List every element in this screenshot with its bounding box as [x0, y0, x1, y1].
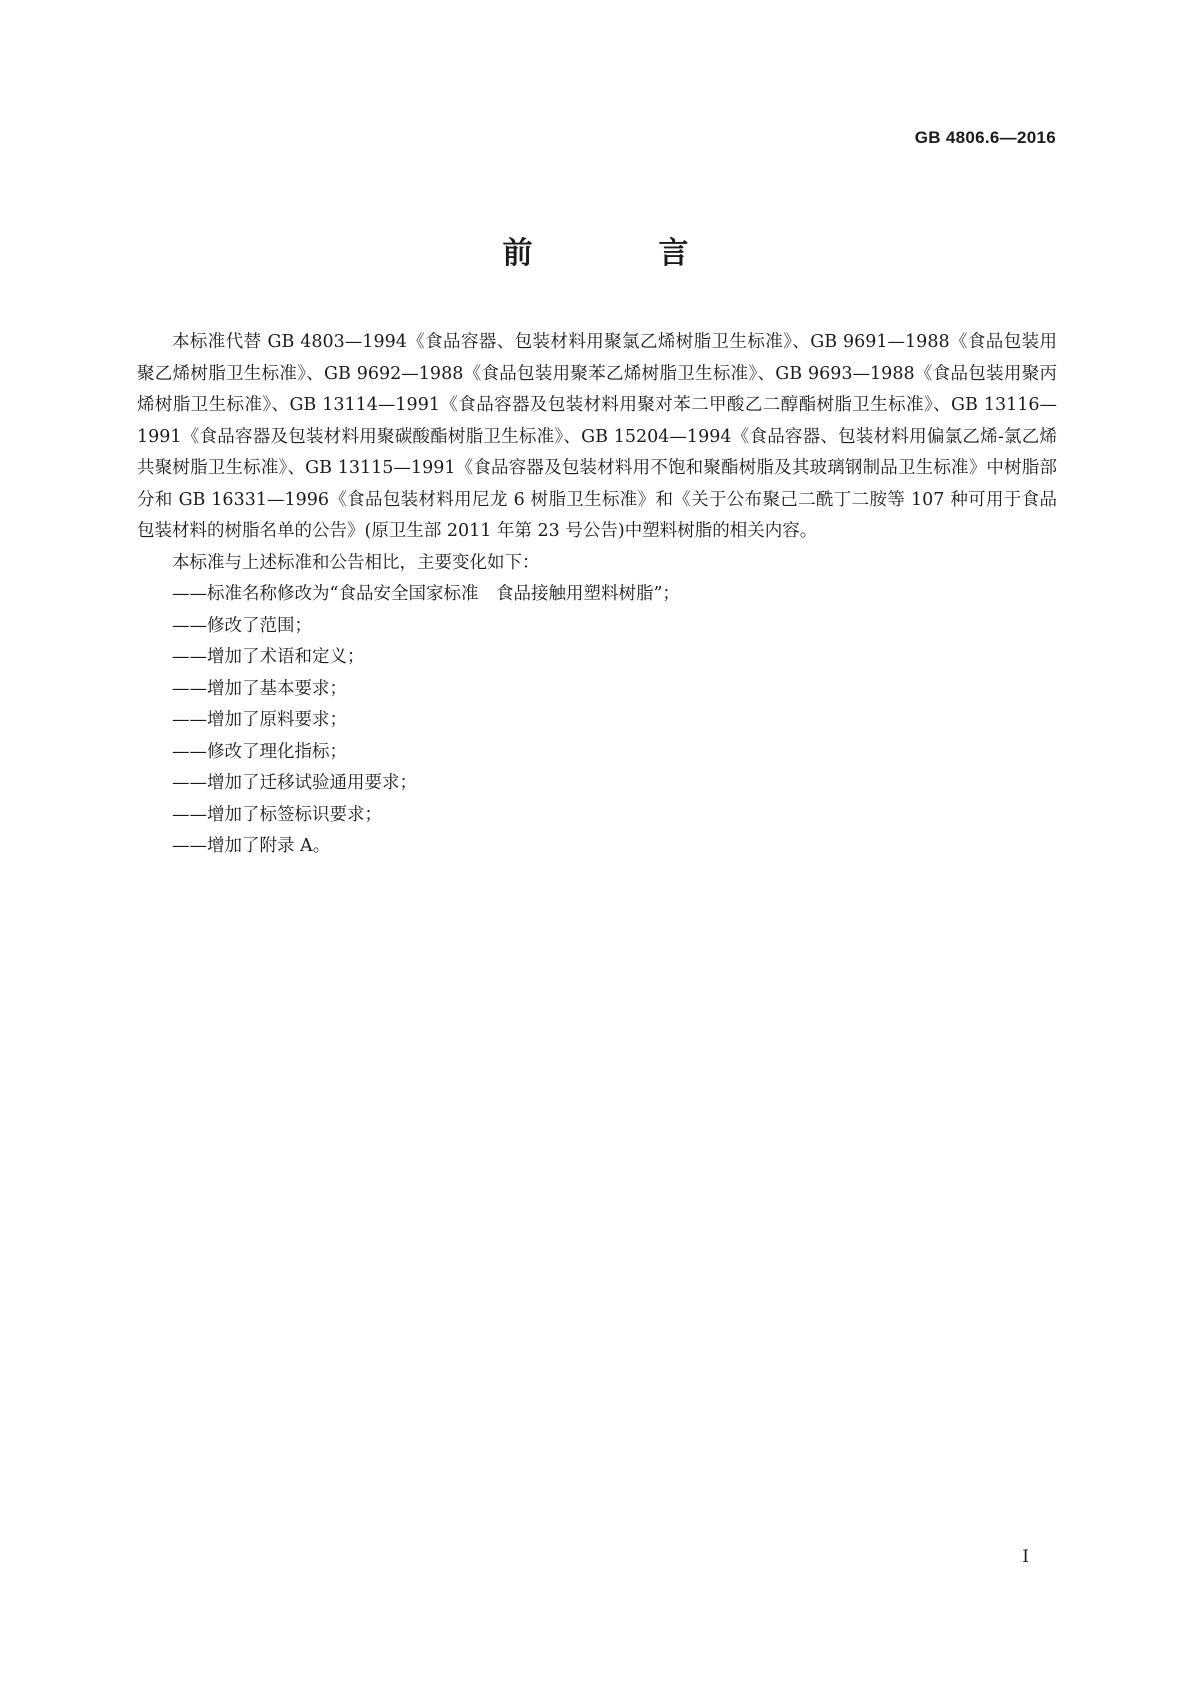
list-item: ——修改了范围；	[172, 615, 312, 636]
page-title: 前 言	[502, 236, 737, 271]
list-item: ——增加了基本要求；	[172, 678, 347, 699]
list-item: ——增加了术语和定义；	[172, 647, 365, 667]
page-number: I	[1022, 1547, 1029, 1567]
changes-list	[137, 579, 1057, 863]
list-item: ——增加了标签标识要求；	[172, 804, 382, 825]
replacement-paragraph: 本标准代替 GB 4803—1994《食品容器、包装材料用聚氯乙烯树脂卫生标准》、GB 9691—1988《食品包装用聚乙烯树脂卫生标准》、GB 9692—1988《食品包装用聚苯乙烯树脂卫生标准》、GB 9693—1988《食品包装用聚丙烯树脂卫生标准》、GB 13114—1991《食品容器及包装材料用聚对苯二甲酸乙二醇酯树脂卫生标准》、GB 13116—1991《食品容器及包装材料用聚碳酸酯树脂卫生标准》、GB 15204—1994《食品容器、包装材料用偏氯乙烯-氯乙烯共聚树脂卫生标准》、GB 13115—1991《食品容器及包装材料用不饱和聚酯树脂及其玻璃钢制品卫生标准》中树脂部分和 GB 16331—1996《食品包装材料用尼龙 6 树脂卫生标准》和《关于公布聚己二酰丁二胺等 107 种可用于食品包装材料的树脂名单的公告》(原卫生部 2011 年第 23 号公告)中塑料树脂的相关内容。	[137, 332, 1057, 541]
list-item: ——增加了原料要求；	[172, 710, 347, 730]
standard-code: GB 4806.6—2016	[914, 128, 1056, 147]
list-item: ——增加了迁移试验通用要求；	[172, 773, 417, 793]
list-item: ——修改了理化指标；	[172, 741, 347, 762]
changes-intro-paragraph: 本标准与上述标准和公告相比，主要变化如下：	[172, 552, 540, 573]
foreword-body	[137, 327, 1057, 863]
list-item: ——标准名称修改为“食品安全国家标准 食品接触用塑料树脂”；	[172, 584, 680, 604]
list-item: ——增加了附录 A。	[172, 836, 331, 856]
